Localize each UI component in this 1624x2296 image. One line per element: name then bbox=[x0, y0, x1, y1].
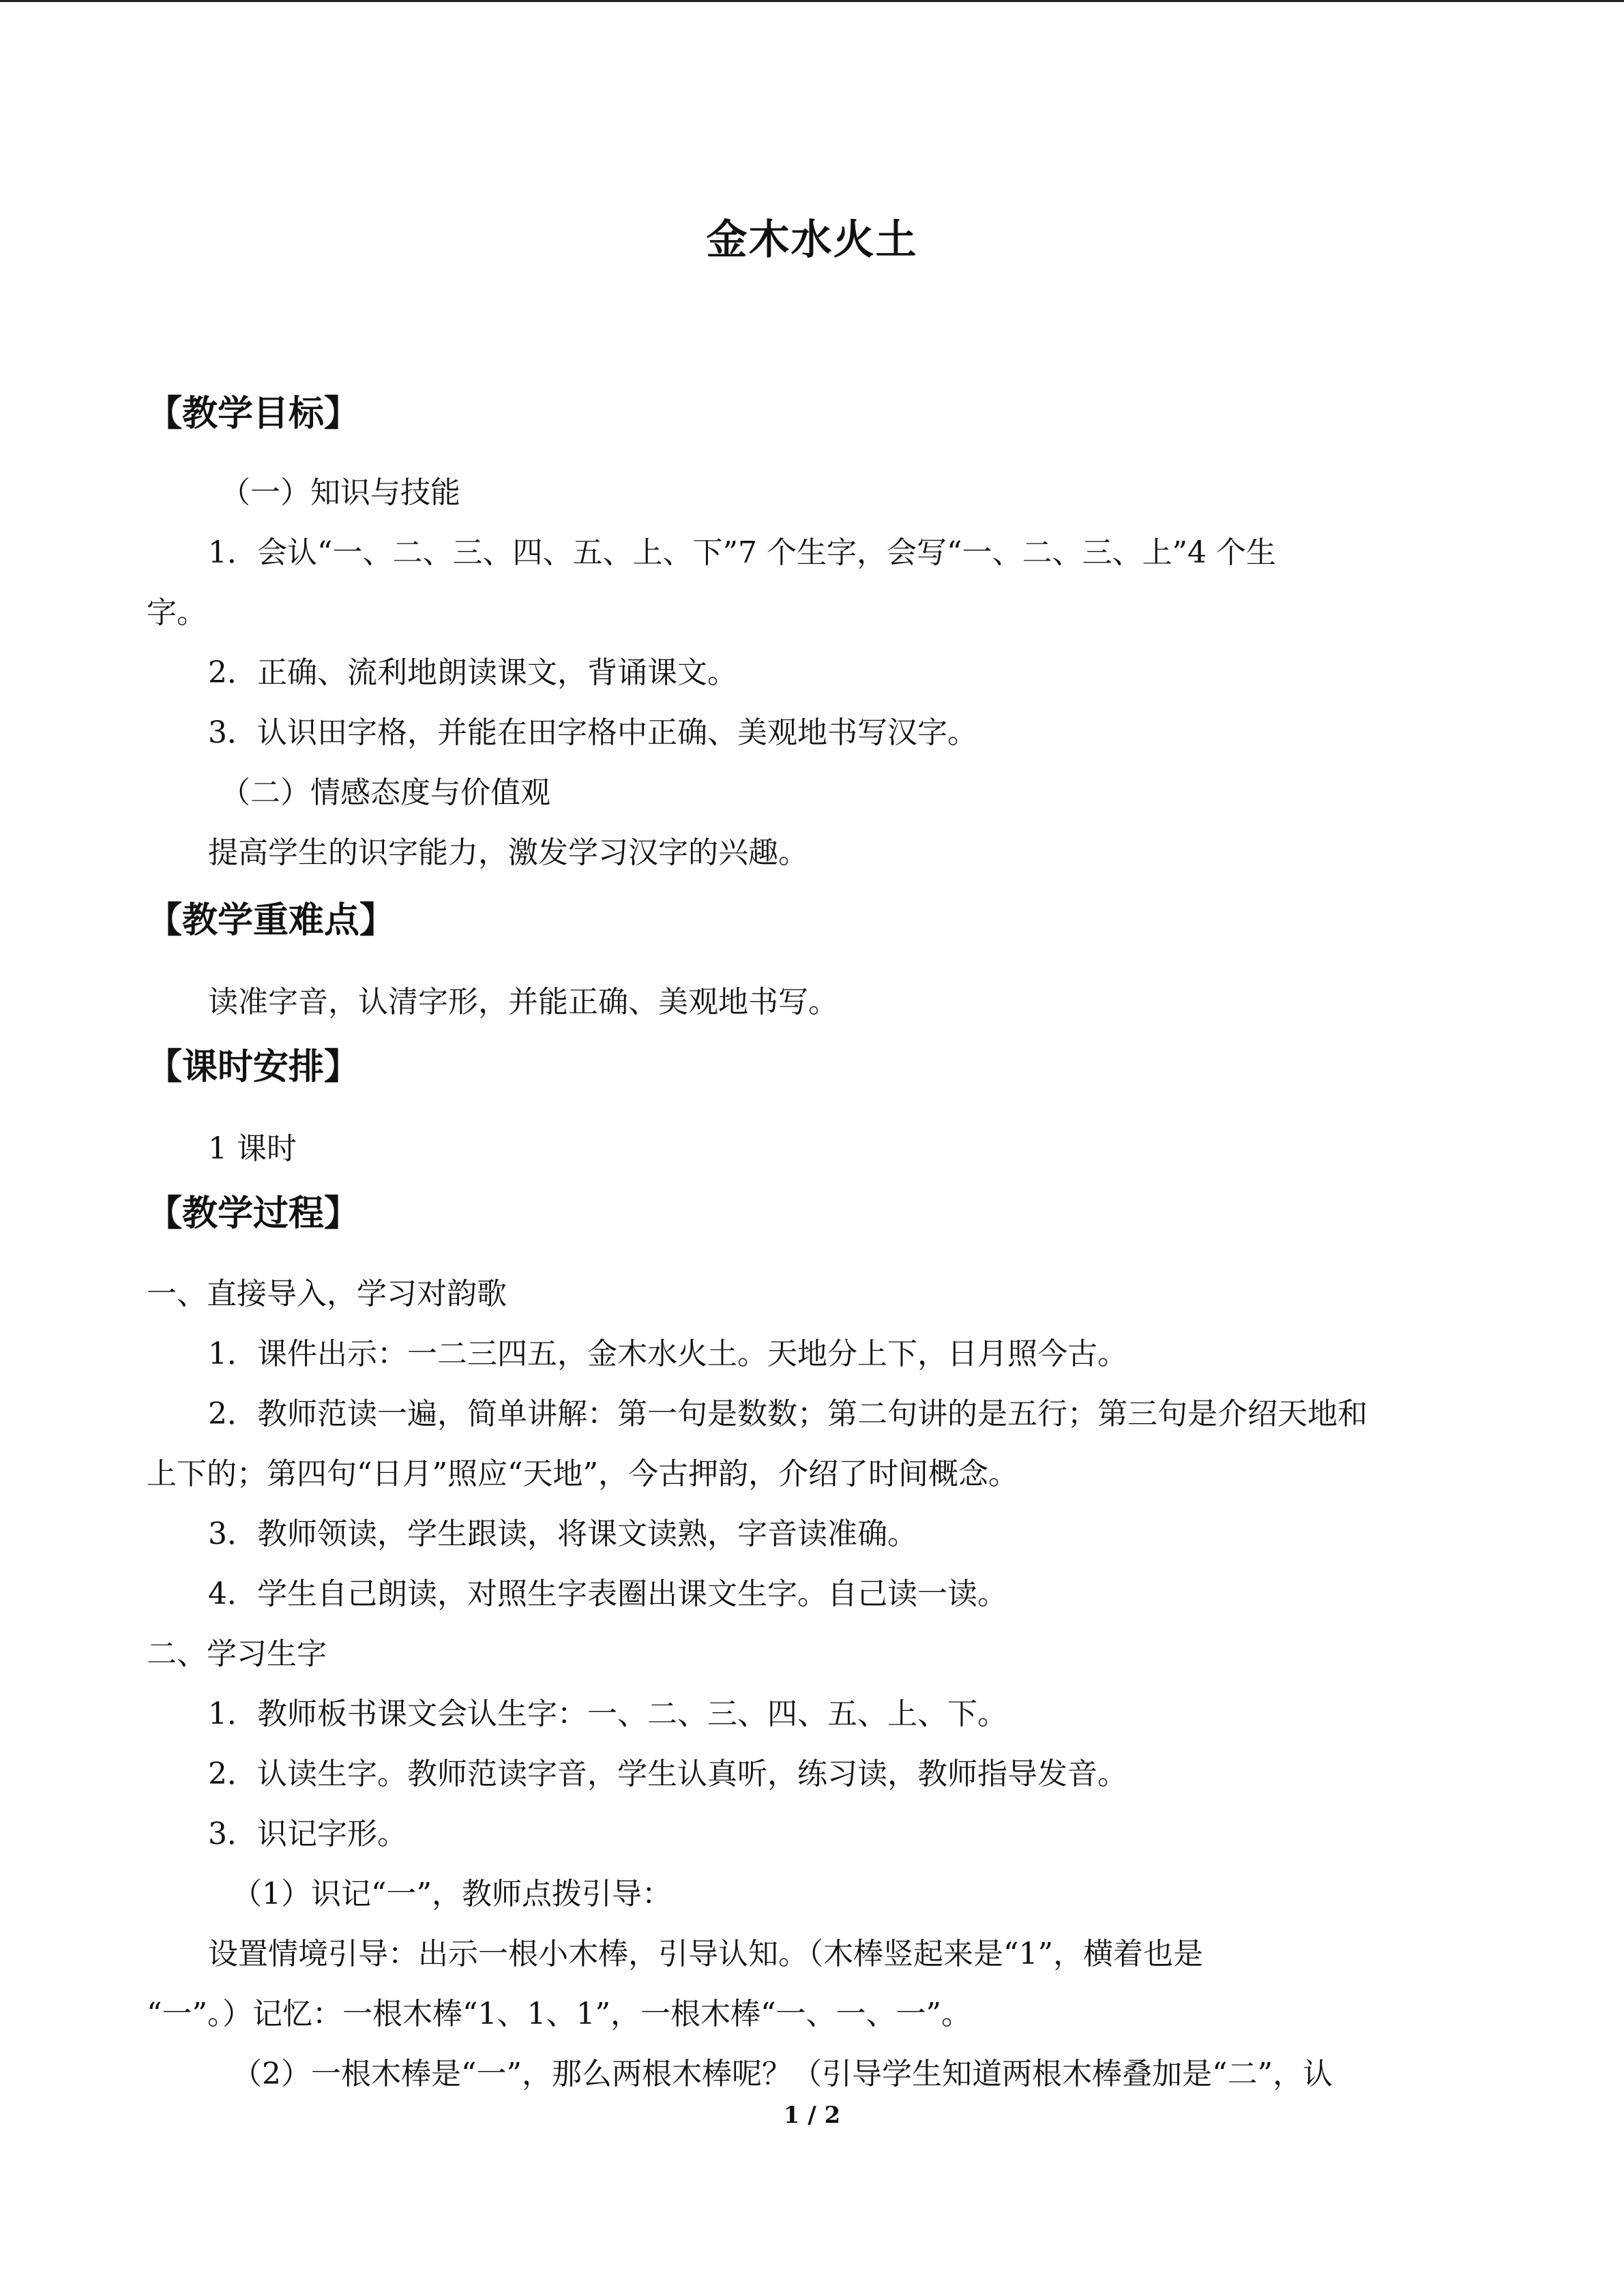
process-part-1-item-4: 4．学生自己朗读，对照生字表圈出课文生字。自己读一读。 bbox=[208, 1577, 1007, 1611]
section-heading-process: 【教学过程】 bbox=[147, 1193, 360, 1234]
objective-item-1-line-2: 字。 bbox=[147, 595, 207, 630]
schedule-text: 1 课时 bbox=[208, 1131, 297, 1166]
subheading-knowledge-skills: （一）知识与技能 bbox=[220, 475, 460, 510]
process-part-1-item-2-line-2: 上下的；第四句“日月”照应“天地”，今古押韵，介绍了时间概念。 bbox=[147, 1457, 1018, 1491]
process-part-2-sub-1-text-line-1: 设置情境引导：出示一根小木棒，引导认知。（木棒竖起来是“1”，横着也是 bbox=[208, 1937, 1203, 1971]
page-number: 1 / 2 bbox=[783, 2102, 841, 2129]
process-part-2-item-3: 3．识记字形。 bbox=[208, 1817, 407, 1851]
process-part-2-item-2: 2．认读生字。教师范读字音，学生认真听，练习读，教师指导发音。 bbox=[208, 1757, 1127, 1791]
process-part-2-title: 二、学习生字 bbox=[147, 1637, 327, 1671]
process-part-1-item-1: 1．课件出示：一二三四五，金木水火土。天地分上下，日月照今古。 bbox=[208, 1337, 1127, 1371]
objective-item-2: 2．正确、流利地朗读课文，背诵课文。 bbox=[208, 655, 737, 690]
objective-item-3: 3．认识田字格，并能在田字格中正确、美观地书写汉字。 bbox=[208, 715, 977, 750]
process-part-2-item-1: 1．教师板书课文会认生字：一、二、三、四、五、上、下。 bbox=[208, 1697, 1007, 1731]
top-border-line bbox=[0, 0, 1624, 2]
objective-item-1-line-1: 1．会认“一、二、三、四、五、上、下”7 个生字，会写“一、二、三、上”4 个生 bbox=[208, 535, 1276, 570]
process-part-2-sub-2-line-1: （2）一根木棒是“一”，那么两根木棒呢？（引导学生知道两根木棒叠加是“二”，认 bbox=[232, 2057, 1333, 2091]
document-title: 金木水火土 bbox=[706, 216, 918, 264]
process-part-1-item-2-line-1: 2．教师范读一遍，简单讲解：第一句是数数；第二句讲的是五行；第三句是介绍天地和 bbox=[208, 1397, 1368, 1431]
process-part-2-sub-1: （1）识记“一”，教师点拨引导： bbox=[232, 1877, 672, 1911]
section-heading-objectives: 【教学目标】 bbox=[147, 393, 360, 434]
section-heading-key-points: 【教学重难点】 bbox=[147, 900, 396, 941]
process-part-1-title: 一、直接导入，学习对韵歌 bbox=[147, 1277, 507, 1311]
emotion-values-text: 提高学生的识字能力，激发学习汉字的兴趣。 bbox=[208, 835, 808, 870]
subheading-emotion-values: （二）情感态度与价值观 bbox=[220, 775, 550, 810]
section-heading-schedule: 【课时安排】 bbox=[147, 1047, 360, 1088]
process-part-2-sub-1-text-line-2: “一”。）记忆：一根木棒“1、1、1”，一根木棒“一、一、一”。 bbox=[147, 1997, 971, 2031]
key-points-text: 读准字音，认清字形，并能正确、美观地书写。 bbox=[208, 985, 838, 1019]
process-part-1-item-3: 3．教师领读，学生跟读，将课文读熟，字音读准确。 bbox=[208, 1517, 917, 1551]
